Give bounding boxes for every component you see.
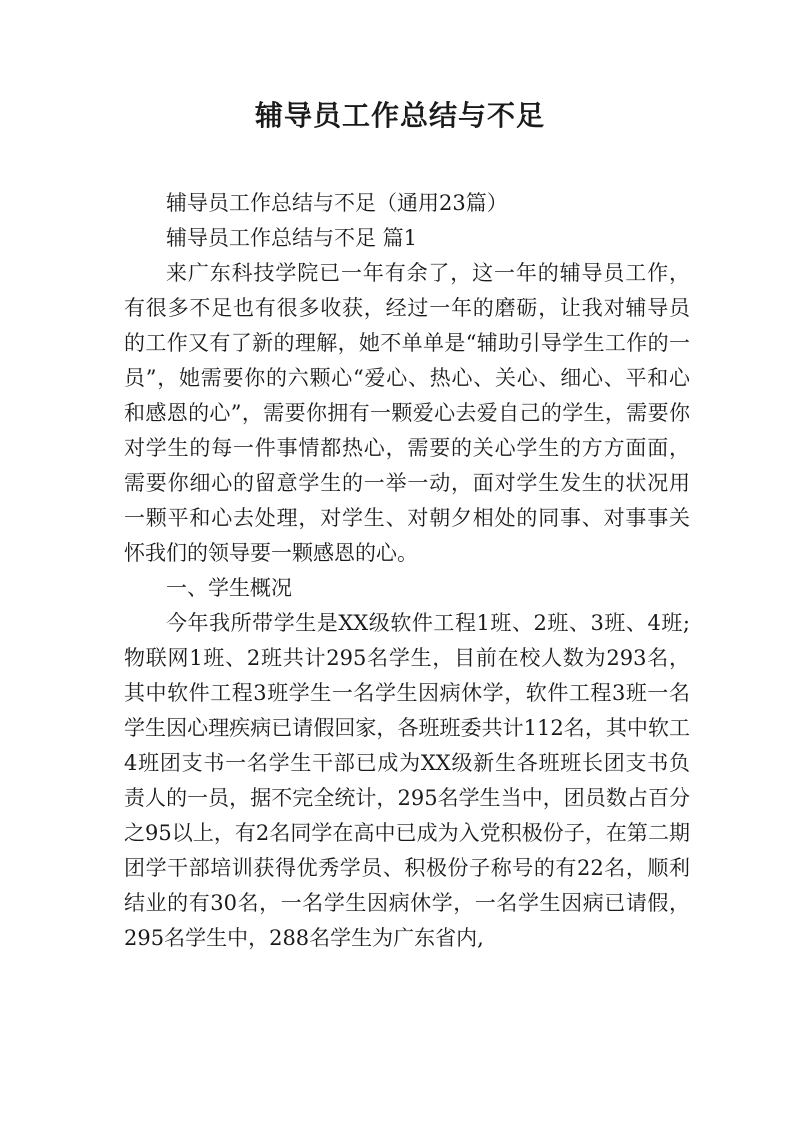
document-body	[124, 186, 690, 956]
document-subtitle: 辅导员工作总结与不足（通用23篇）	[166, 191, 508, 215]
part-heading: 辅导员工作总结与不足 篇1	[166, 226, 418, 250]
body-paragraph: 来广东科技学院已一年有余了，这一年的辅导员工作，有很多不足也有很多收获，经过一年的磨砺，让我对辅导员的工作又有了新的理解，她不单单是“辅助引导学生工作的一员”，她需要你的六颗心“爱心、热心、关心、细心、平和心和感恩的心”，需要你拥有一颗爱心去爱自己的学生，需要你对学生的每一件事情都热心，需要的关心学生的方方面面，需要你细心的留意学生的一举一动，面对学生发生的状况用一颗平和心去处理，对学生、对朝夕相处的同事、对事事关怀我们的领导要一颗感恩的心。	[124, 261, 690, 565]
document-title: 辅导员工作总结与不足	[254, 99, 545, 132]
section-paragraph: 今年我所带学生是XX级软件工程1班、2班、3班、4班;物联网1班、2班共计295名学生，目前在校人数为293名，其中软件工程3班学生一名学生因病休学，软件工程3班一名学生因心理疾病已请假回家，各班班委共计112名，其中软工4班团支书一名学生干部已成为XX级新生各班班长团支书负责人的一员，据不完全统计，295名学生当中，团员数占百分之95以上，有2名同学在高中已成为入党积极份子，在第二期团学干部培训获得优秀学员、积极份子称号的有22名，顺利结业的有30名，一名学生因病休学，一名学生因病已请假，295名学生中，288名学生为广东省内,	[124, 611, 690, 950]
section-heading: 一、学生概况	[166, 576, 292, 600]
